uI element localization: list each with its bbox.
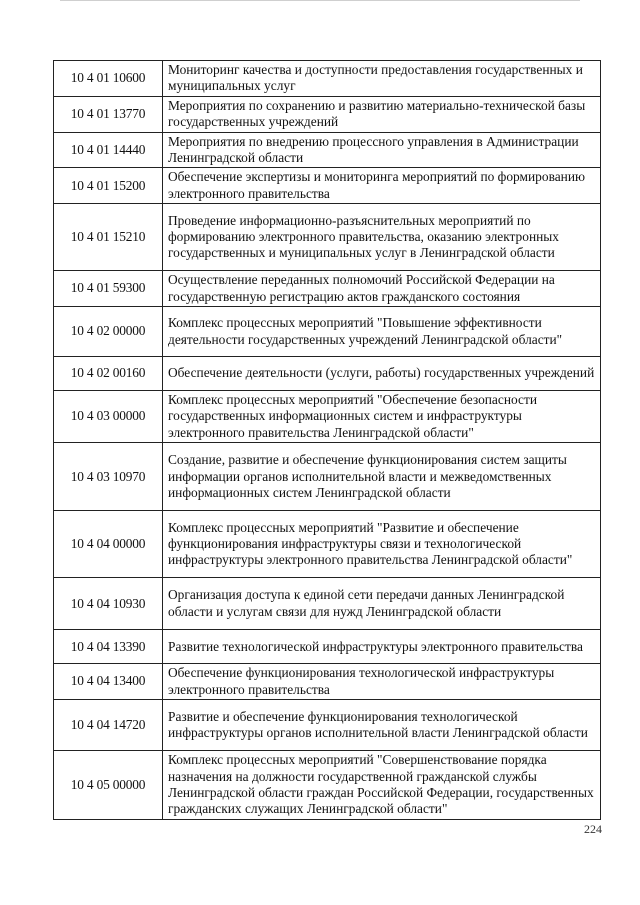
table-row	[54, 700, 601, 751]
page-number: 224	[584, 822, 602, 836]
row-code: 10 4 01 59300	[54, 271, 163, 307]
table-row	[54, 271, 601, 307]
table-row	[54, 630, 601, 664]
scan-top-edge	[60, 0, 580, 1]
row-code: 10 4 04 14720	[54, 700, 163, 751]
row-code: 10 4 04 13390	[54, 630, 163, 664]
row-name: Обеспечение деятельности (услуги, работы) государственных учреждений	[163, 357, 601, 391]
table-row	[54, 578, 601, 630]
table-row	[54, 168, 601, 204]
row-name: Мониторинг качества и доступности предоставления государственных и муниципальных услуг	[163, 61, 601, 97]
row-code: 10 4 04 13400	[54, 664, 163, 700]
row-name: Развитие технологической инфраструктуры электронного правительства	[163, 630, 601, 664]
row-name: Комплекс процессных мероприятий "Повышение эффективности деятельности государственных учреждений Ленинградской области"	[163, 307, 601, 357]
row-name: Организация доступа к единой сети передачи данных Ленинградской области и услугам связи для нужд Ленинградской области	[163, 578, 601, 630]
row-name: Проведение информационно-разъяснительных мероприятий по формированию электронного правительства, оказанию электронных государственных и муниципальных услуг в Ленинградской области	[163, 204, 601, 271]
budget-classification-table	[53, 60, 601, 820]
row-code: 10 4 02 00000	[54, 307, 163, 357]
row-name: Мероприятия по сохранению и развитию материально-технической базы государственных учреждений	[163, 96, 601, 132]
table-row	[54, 751, 601, 820]
row-code: 10 4 01 14440	[54, 132, 163, 168]
row-name: Осуществление переданных полномочий Российской Федерации на государственную регистрацию актов гражданского состояния	[163, 271, 601, 307]
row-code: 10 4 01 15200	[54, 168, 163, 204]
table-row	[54, 511, 601, 578]
row-name: Мероприятия по внедрению процессного управления в Администрации Ленинградской области	[163, 132, 601, 168]
row-code: 10 4 01 15210	[54, 204, 163, 271]
table-row	[54, 204, 601, 271]
row-name: Создание, развитие и обеспечение функционирования систем защиты информации органов исполнительной власти и межведомственных информационных систем Ленинградской области	[163, 443, 601, 511]
row-code: 10 4 01 13770	[54, 96, 163, 132]
row-name: Обеспечение экспертизы и мониторинга мероприятий по формированию электронного правительства	[163, 168, 601, 204]
table-row	[54, 391, 601, 443]
row-code: 10 4 03 10970	[54, 443, 163, 511]
row-code: 10 4 05 00000	[54, 751, 163, 820]
table-row	[54, 61, 601, 97]
row-name: Комплекс процессных мероприятий "Совершенствование порядка назначения на должности государственной гражданской службы Ленинградской области граждан Российской Федерации, государственных гражданских служащих Ленинградской области"	[163, 751, 601, 820]
row-name: Комплекс процессных мероприятий "Развитие и обеспечение функционирования инфраструктуры связи и технологической инфраструктуры электронного правительства Ленинградской области"	[163, 511, 601, 578]
row-code: 10 4 03 00000	[54, 391, 163, 443]
table-row	[54, 307, 601, 357]
table-row	[54, 357, 601, 391]
row-code: 10 4 02 00160	[54, 357, 163, 391]
table-row	[54, 96, 601, 132]
row-code: 10 4 04 10930	[54, 578, 163, 630]
row-code: 10 4 01 10600	[54, 61, 163, 97]
row-code: 10 4 04 00000	[54, 511, 163, 578]
row-name: Комплекс процессных мероприятий "Обеспечение безопасности государственных информационных систем и инфраструктуры электронного правительства Ленинградской области"	[163, 391, 601, 443]
table-row	[54, 443, 601, 511]
table-row	[54, 664, 601, 700]
table-row	[54, 132, 601, 168]
row-name: Развитие и обеспечение функционирования технологической инфраструктуры органов исполнительной власти Ленинградской области	[163, 700, 601, 751]
row-name: Обеспечение функционирования технологической инфраструктуры электронного правительства	[163, 664, 601, 700]
